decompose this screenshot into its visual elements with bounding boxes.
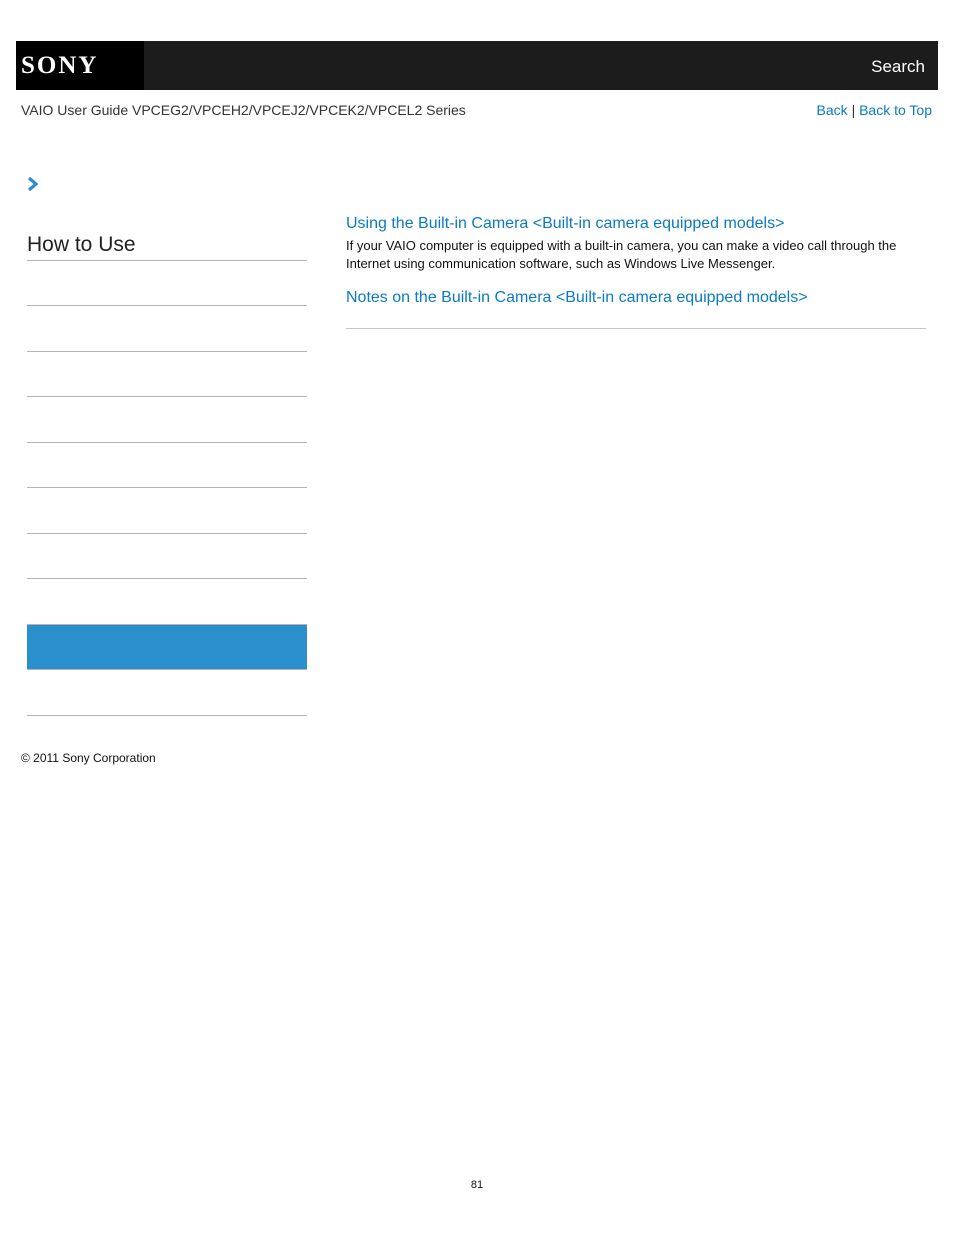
sidebar-item-8[interactable] bbox=[27, 579, 307, 623]
content-divider bbox=[346, 328, 926, 329]
chevron-right-icon[interactable] bbox=[26, 176, 40, 192]
topic-link-camera-notes[interactable]: Notes on the Built-in Camera <Built-in camera equipped models> bbox=[346, 289, 808, 306]
doc-title: VAIO User Guide VPCEG2/VPCEH2/VPCEJ2/VPCEK2/VPCEL2 Series bbox=[21, 102, 466, 118]
sony-logo[interactable] bbox=[16, 41, 144, 90]
back-to-top-link[interactable]: Back to Top bbox=[859, 102, 932, 118]
link-separator: | bbox=[851, 102, 856, 118]
sidebar-title: How to Use bbox=[27, 233, 136, 256]
sidebar-item-6[interactable] bbox=[27, 488, 307, 532]
sidebar-item-4[interactable] bbox=[27, 397, 307, 441]
sidebar-item-7[interactable] bbox=[27, 534, 307, 578]
sidebar-item-9-active[interactable] bbox=[27, 625, 307, 669]
sidebar-item-2[interactable] bbox=[27, 306, 307, 350]
page-number: 81 bbox=[470, 1179, 484, 1191]
header-bar bbox=[16, 41, 938, 90]
sidebar-item-10[interactable] bbox=[27, 670, 307, 714]
sidebar-divider bbox=[27, 715, 307, 716]
sidebar-item-1[interactable] bbox=[27, 261, 307, 305]
topic-link-using-camera[interactable]: Using the Built-in Camera <Built-in camera equipped models> bbox=[346, 215, 785, 232]
sidebar-item-3[interactable] bbox=[27, 352, 307, 396]
logo-text: SONY bbox=[21, 52, 99, 79]
sidebar-item-5[interactable] bbox=[27, 443, 307, 487]
topic-description: If your VAIO computer is equipped with a built-in camera, you can make a video call through the Internet using communication software, such as Windows Live Messenger. bbox=[346, 238, 897, 271]
top-links bbox=[817, 102, 932, 119]
copyright: © 2011 Sony Corporation bbox=[21, 751, 156, 765]
back-link[interactable]: Back bbox=[816, 102, 848, 118]
search-link[interactable]: Search bbox=[871, 57, 925, 76]
